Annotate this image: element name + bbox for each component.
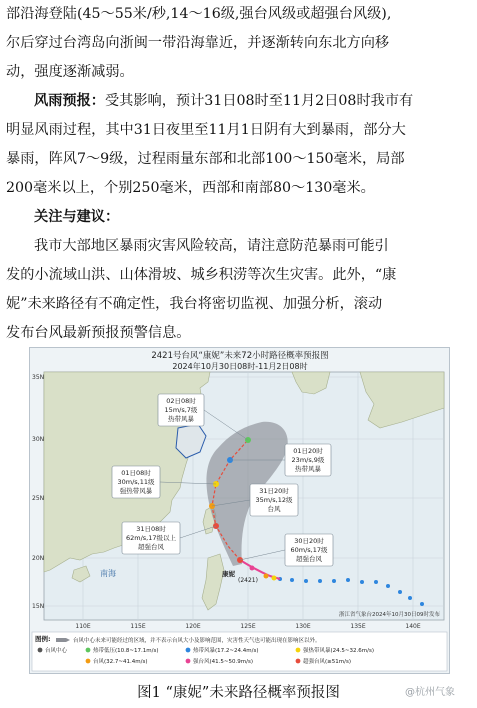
- text-span: 受其影响，预计31日08时至11月2日08时我市有: [104, 93, 414, 109]
- legend-dot-icon: [186, 648, 191, 653]
- box-label: 热带风暴: [295, 465, 321, 473]
- text-line: 200毫米以上，个别250毫米，西部和南部80～130毫米。: [6, 180, 375, 196]
- box-label: 62m/s,17级以上: [125, 534, 177, 542]
- box-label: 超强台风: [138, 543, 164, 551]
- legend-label: 强热带风暴(24.5~32.6m/s): [303, 648, 374, 654]
- legend-dot-icon: [86, 648, 91, 653]
- typhoon-label: 康妮: [222, 570, 235, 578]
- map-subtitle: 2024年10月30日08时-11月2日08时: [172, 362, 308, 371]
- text-line: 部沿海登陆(45～55米/秒,14～16级,强台风级或超强台风级),: [6, 6, 392, 22]
- typhoon-forecast-map: [29, 347, 450, 674]
- box-label: 02日08时: [166, 397, 196, 405]
- box-label: 23m/s,9级: [291, 456, 325, 464]
- lon-label: 125E: [240, 623, 256, 630]
- text-line: 妮”未来路径有不确定性，我台将密切监视、加强分析，滚动: [6, 296, 383, 312]
- lat-label: 30N: [32, 436, 45, 443]
- box-label: 01日20时: [293, 447, 323, 455]
- figure-caption: 图1 “康妮”未来路径概率预报图: [137, 685, 340, 701]
- typhoon-code: (2421): [238, 577, 258, 584]
- legend-dot-icon: [186, 659, 191, 664]
- box-label: 15m/s,7级: [164, 406, 198, 414]
- text-span: 我市大部地区暴雨灾害风险较高，请注意防范暴雨可能引: [34, 238, 389, 254]
- lon-label: 140E: [405, 623, 421, 630]
- text-line: 暴雨，阵风7～9级，过程雨量东部和北部100～150毫米，局部: [6, 151, 405, 167]
- lat-label: 25N: [32, 495, 45, 502]
- box-label: 31日20时: [259, 487, 289, 495]
- text-line: [6, 203, 472, 232]
- legend-dot-icon: [296, 648, 301, 653]
- lon-label: 110E: [75, 623, 91, 630]
- box-label: 热带风暴: [168, 415, 194, 423]
- lat-label: 35N: [32, 374, 45, 381]
- section-heading-rain: 风雨预报：: [34, 93, 105, 109]
- legend-dot-icon: [86, 659, 91, 664]
- legend-title: 图例:: [35, 635, 51, 643]
- sea-label: 南海: [100, 569, 116, 578]
- box-label: 31日08时: [136, 525, 166, 533]
- source-label: 浙江省气象台2024年10月30日09时发布: [339, 612, 440, 618]
- lon-label: 135E: [350, 623, 366, 630]
- text-line: 动，强度逐渐减弱。: [6, 64, 134, 80]
- box-label: 30m/s,11级: [117, 478, 155, 486]
- box-label: 01日08时: [121, 469, 151, 477]
- text-line: 发布台风最新预报预警信息。: [6, 325, 191, 341]
- lon-label: 120E: [185, 623, 201, 630]
- legend-label: 超强台风(≥51m/s): [303, 659, 351, 665]
- map-title: 2421号台风“康妮”未来72小时路径概率预报图: [151, 351, 329, 361]
- legend-label: 热带低压(10.8~17.1m/s): [93, 648, 159, 654]
- text-line: 明显风雨过程，其中31日夜里至11月1日阴有大到暴雨，部分大: [6, 122, 406, 138]
- lat-label: 20N: [32, 555, 45, 562]
- watermark: @杭州气象: [405, 687, 455, 698]
- text-line: [6, 232, 472, 261]
- legend-note: 台风中心未来可能经过的区域，并不表示台风大小及影响范围，灾害性天气也可能出现在影响区以外。: [73, 638, 321, 644]
- legend-label: 强台风(41.5~50.9m/s): [193, 659, 253, 665]
- section-heading-advice: 关注与建议：: [34, 209, 120, 225]
- box-label: 30日20时: [294, 537, 324, 545]
- box-label: 台风: [267, 505, 281, 513]
- legend-label: 台风中心: [45, 648, 68, 654]
- box-label: 60m/s,17级: [290, 546, 328, 554]
- box-label: 35m/s,12级: [255, 496, 293, 504]
- text-line: 发的小流域山洪、山体滑坡、城乡积涝等次生灾害。此外，“康: [6, 267, 397, 283]
- legend-dot-icon: [296, 659, 301, 664]
- body-text: [6, 0, 472, 348]
- text-line: [6, 87, 472, 116]
- legend-label: 热带风暴(17.2~24.4m/s): [193, 648, 259, 654]
- lon-label: 115E: [130, 623, 146, 630]
- lon-label: 130E: [295, 623, 311, 630]
- box-label: 超强台风: [296, 555, 322, 563]
- legend-dot-icon: [38, 648, 43, 653]
- lat-label: 15N: [32, 603, 45, 610]
- box-label: 强热带风暴: [119, 487, 153, 495]
- legend-label: 台风(32.7~41.4m/s): [93, 659, 148, 665]
- text-line: 尔后穿过台湾岛向浙闽一带沿海靠近，并逐渐转向东北方向移: [6, 35, 390, 51]
